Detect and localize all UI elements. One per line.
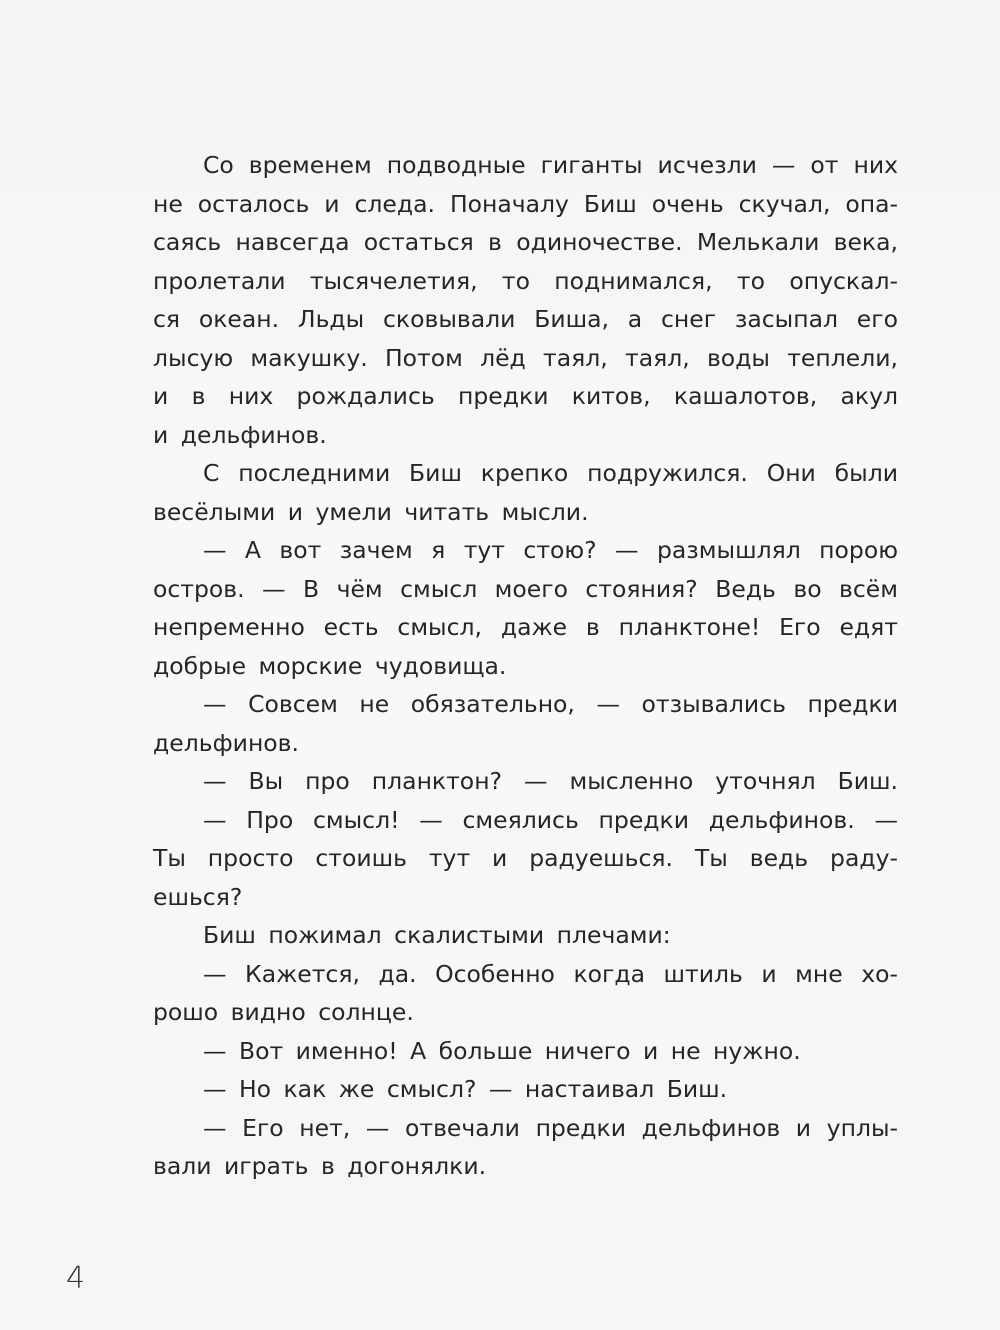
text-line: Со временем подводные гиганты исчезли — от них	[203, 151, 898, 179]
text-line: непременно есть смысл, даже в планктоне! Его едят	[153, 613, 898, 641]
story-text	[153, 146, 898, 1186]
text-line: Биш пожимал скалистыми плечами:	[203, 921, 671, 949]
text-line: рошо видно солнце.	[153, 998, 414, 1026]
text-line: лысую макушку. Потом лёд таял, таял, воды теплели,	[153, 343, 898, 372]
text-line: — Кажется, да. Особенно когда штиль и мне хо-	[203, 959, 898, 988]
text-line: саясь навсегда остаться в одиночестве. Мелькали века,	[153, 228, 898, 256]
text-line: — Но как же смысл? — настаивал Биш.	[203, 1075, 728, 1103]
text-line: и дельфинов.	[153, 420, 327, 449]
text-line: пролетали тысячелетия, то поднимался, то опускал-	[153, 266, 898, 295]
text-line: весёлыми и умели читать мысли.	[153, 497, 589, 526]
text-line: дельфинов.	[153, 728, 300, 757]
text-line: — Совсем не обязательно, — отзывались предки	[203, 690, 898, 718]
text-line: ся океан. Льды сковывали Биша, а снег засыпал его	[153, 305, 898, 333]
text-line: — Вы про планктон? — мысленно уточнял Биш.	[203, 767, 898, 795]
text-line: ешься?	[153, 882, 243, 911]
text-line: — Про смысл! — смеялись предки дельфинов. —	[203, 805, 898, 834]
text-line: вали играть в догонялки.	[153, 1152, 487, 1180]
text-line: С последними Биш крепко подружился. Они были	[203, 459, 898, 487]
text-line: — Вот именно! А больше ничего и не нужно.	[203, 1036, 801, 1065]
text-line: — А вот зачем я тут стою? — размышлял порою	[203, 536, 898, 564]
text-line: добрые морские чудовища.	[153, 651, 507, 680]
text-line: Ты просто стоишь тут и радуешься. Ты ведь раду-	[153, 844, 898, 872]
page-number: 4	[66, 1261, 86, 1296]
text-line: не осталось и следа. Поначалу Биш очень скучал, опа-	[153, 189, 898, 218]
text-line: и в них рождались предки китов, кашалотов, акул	[153, 382, 898, 410]
text-line: остров. — В чём смысл моего стояния? Ведь во всём	[153, 574, 898, 603]
text-line: — Его нет, — отвечали предки дельфинов и уплы-	[203, 1113, 898, 1142]
